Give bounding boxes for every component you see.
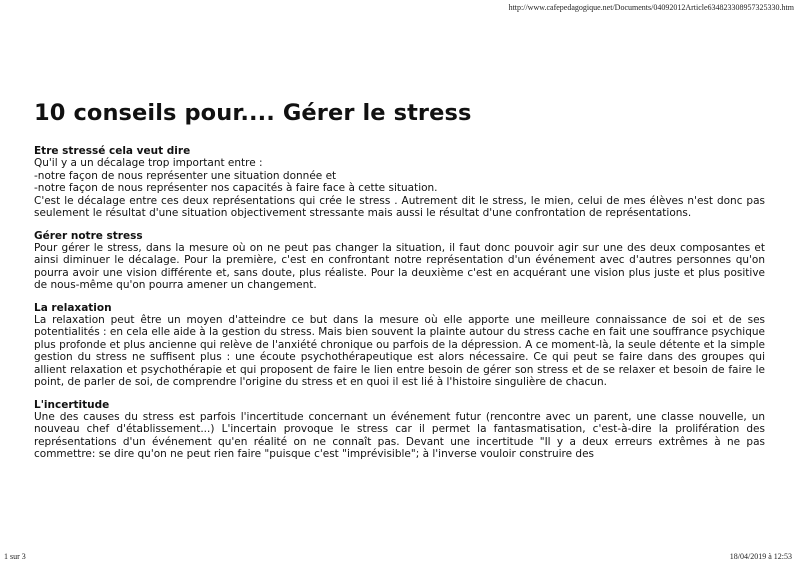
section-paragraph: Pour gérer le stress, dans la mesure où on ne peut pas changer la situation, il faut donc pouvoir agir sur une des deux composantes et ainsi diminuer le décalage. Pour la première, c'est en confrontant notre représentation d'un événement avec d'autres personnes qu'on pourra avoir une vision différente et, sans doute, plus réaliste. Pour la deuxième c'est en acquérant une vision plus juste et plus positive de nous-même qu'on pourra amener un changement. — [34, 241, 765, 291]
section-incertitude — [34, 399, 765, 461]
section-title: La relaxation — [34, 301, 112, 314]
section-gerer-stress — [34, 230, 765, 292]
section-paragraph: La relaxation peut être un moyen d'atteindre ce but dans la mesure où elle apporte une meilleure connaissance de soi et de ses potentialités : en cela elle aide à la gestion du stress. Mais bien souvent la plainte autour du stress cache en fait une souffrance psychique plus profonde et plus ancienne qui relève de l'anxiété chronique ou parfois de la dépression. A ce moment-là, la seule détente et la simple gestion du stress ne suffisent plus : une écoute psychothérapeutique est alors nécessaire. Ce qui peut se faire dans des groupes qui allient relaxation et psychothérapie et qui proposent de faire le lien entre besoin de gérer son stress et de se relaxer et besoin de faire le point, de parler de soi, de comprendre l'origine du stress et en quoi il est lié à l'histoire singulière de chacun. — [34, 313, 765, 388]
print-footer-page: 1 sur 3 — [4, 552, 26, 561]
article-title: 10 conseils pour.... Gérer le stress — [34, 100, 472, 126]
print-footer-datetime: 18/04/2019 à 12:53 — [729, 552, 792, 561]
section-title: Gérer notre stress — [34, 229, 143, 242]
section-relaxation — [34, 302, 765, 389]
text-line: Qu'il y a un décalage trop important entre : — [34, 157, 263, 169]
section-etre-stresse — [34, 145, 765, 220]
text-line: -notre façon de nous représenter nos capacités à faire face à cette situation. — [34, 182, 438, 194]
section-paragraph: C'est le décalage entre ces deux représentations qui crée le stress . Autrement dit le stress, le mien, celui de mes élèves n'est donc pas seulement le résultat d'une situation objectivement stressante mais aussi le résultat d'une confrontation de représentations. — [34, 194, 765, 219]
print-header-url: http://www.cafepedagogique.net/Documents/04092012Article634823308957325330.htm — [508, 3, 794, 12]
section-title: L'incertitude — [34, 398, 110, 411]
section-title: Etre stressé cela veut dire — [34, 145, 191, 157]
article — [34, 100, 765, 471]
text-line: -notre façon de nous représenter une situation donnée et — [34, 169, 337, 182]
section-paragraph: Une des causes du stress est parfois l'incertitude concernant un événement futur (rencontre avec un parent, une classe nouvelle, un nouveau chef d'établissement...) L'incertain provoque le stress car il permet la fantasmatisation, c'est-à-dire la prolifération des représentations d'un événement qu'en réalité on ne connaît pas. Devant une incertitude "Il y a deux erreurs extrêmes à ne pas commettre: se dire qu'on ne peut rien faire "puisque c'est "imprévisible"; à l'inverse vouloir construire des — [34, 410, 765, 460]
